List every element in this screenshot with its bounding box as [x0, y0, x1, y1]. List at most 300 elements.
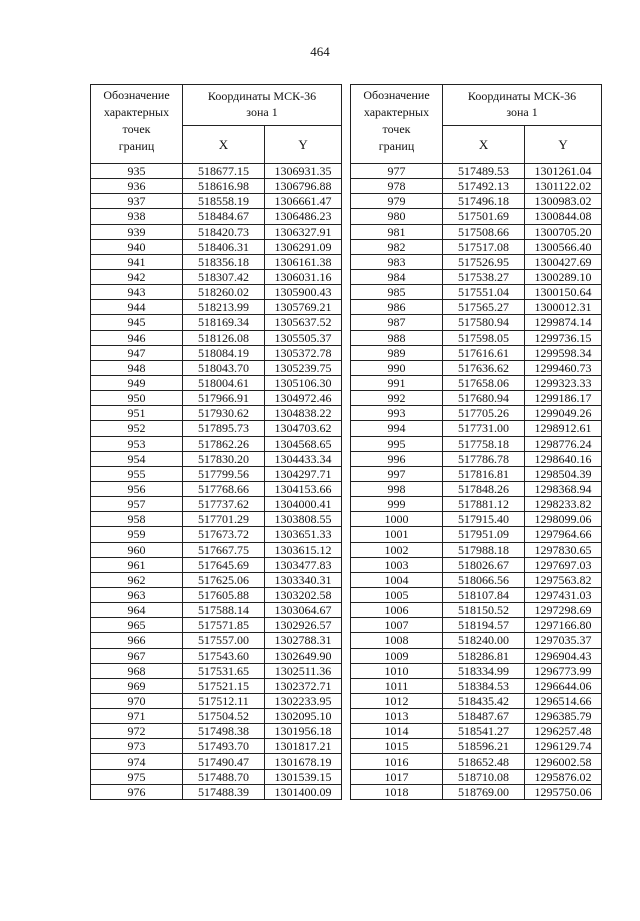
table-row — [351, 285, 602, 300]
y-coordinate-cell: 1306161.38 — [265, 254, 342, 269]
table-row — [91, 512, 342, 527]
table-row — [351, 784, 602, 799]
y-coordinate-cell: 1296773.99 — [525, 663, 602, 678]
y-coordinate-cell: 1304972.46 — [265, 391, 342, 406]
y-coordinate-cell: 1297298.69 — [525, 603, 602, 618]
table-row — [91, 527, 342, 542]
y-coordinate-cell: 1303202.58 — [265, 587, 342, 602]
coordinate-system-header: Координаты МСК-36 зона 1 — [443, 85, 602, 126]
point-number-cell: 982 — [351, 239, 443, 254]
table-row — [91, 330, 342, 345]
point-number-cell: 994 — [351, 421, 443, 436]
table-row — [91, 784, 342, 799]
x-coordinate-cell: 517504.52 — [183, 709, 265, 724]
point-number-cell: 942 — [91, 269, 183, 284]
point-number-cell: 986 — [351, 300, 443, 315]
x-coordinate-cell: 517490.47 — [183, 754, 265, 769]
table-row — [91, 709, 342, 724]
x-coordinate-cell: 518240.00 — [443, 633, 525, 648]
table-row — [351, 209, 602, 224]
x-coordinate-cell: 517830.20 — [183, 451, 265, 466]
y-coordinate-cell: 1302788.31 — [265, 633, 342, 648]
x-coordinate-cell: 518406.31 — [183, 239, 265, 254]
point-number-cell: 945 — [91, 315, 183, 330]
point-number-cell: 1015 — [351, 739, 443, 754]
x-coordinate-cell: 517625.06 — [183, 572, 265, 587]
table-row — [91, 269, 342, 284]
x-coordinate-cell: 517488.39 — [183, 784, 265, 799]
point-number-cell: 950 — [91, 391, 183, 406]
y-coordinate-cell: 1303064.67 — [265, 603, 342, 618]
y-coordinate-cell: 1295876.02 — [525, 769, 602, 784]
point-number-cell: 1003 — [351, 557, 443, 572]
x-coordinate-cell: 517488.70 — [183, 769, 265, 784]
y-coordinate-cell: 1299049.26 — [525, 406, 602, 421]
point-number-cell: 960 — [91, 542, 183, 557]
y-coordinate-cell: 1304568.65 — [265, 436, 342, 451]
x-coordinate-cell: 517580.94 — [443, 315, 525, 330]
y-coordinate-cell: 1305505.37 — [265, 330, 342, 345]
x-coordinate-cell: 517517.08 — [443, 239, 525, 254]
x-coordinate-cell: 517951.09 — [443, 527, 525, 542]
y-coordinate-cell: 1298099.06 — [525, 512, 602, 527]
table-row — [91, 587, 342, 602]
x-coordinate-cell: 518126.08 — [183, 330, 265, 345]
coordinates-table-left — [90, 84, 342, 800]
x-coordinate-cell: 517605.88 — [183, 587, 265, 602]
x-coordinate-cell: 517598.05 — [443, 330, 525, 345]
x-coordinate-cell: 518384.53 — [443, 678, 525, 693]
point-number-cell: 974 — [91, 754, 183, 769]
x-coordinate-cell: 517705.26 — [443, 406, 525, 421]
y-coordinate-cell: 1302372.71 — [265, 678, 342, 693]
y-coordinate-cell: 1305372.78 — [265, 345, 342, 360]
y-coordinate-cell: 1302511.36 — [265, 663, 342, 678]
table-row — [91, 436, 342, 451]
y-coordinate-cell: 1298912.61 — [525, 421, 602, 436]
y-coordinate-cell: 1305106.30 — [265, 375, 342, 390]
y-coordinate-cell: 1303477.83 — [265, 557, 342, 572]
x-coordinate-cell: 518769.00 — [443, 784, 525, 799]
y-coordinate-cell: 1298233.82 — [525, 497, 602, 512]
point-number-cell: 981 — [351, 224, 443, 239]
table-row — [91, 179, 342, 194]
table-row — [351, 618, 602, 633]
table-row — [351, 239, 602, 254]
x-column-header: X — [443, 126, 525, 164]
point-number-cell: 969 — [91, 678, 183, 693]
x-coordinate-cell: 518307.42 — [183, 269, 265, 284]
table-row — [91, 285, 342, 300]
point-number-cell: 961 — [91, 557, 183, 572]
table-row — [91, 375, 342, 390]
table-row — [351, 300, 602, 315]
point-number-cell: 980 — [351, 209, 443, 224]
x-coordinate-cell: 517786.78 — [443, 451, 525, 466]
point-number-cell: 996 — [351, 451, 443, 466]
x-coordinate-cell: 518194.57 — [443, 618, 525, 633]
point-number-cell: 975 — [91, 769, 183, 784]
x-coordinate-cell: 517645.69 — [183, 557, 265, 572]
table-row — [351, 512, 602, 527]
table-row — [351, 224, 602, 239]
point-number-cell: 990 — [351, 360, 443, 375]
table-row — [91, 724, 342, 739]
point-number-cell: 1012 — [351, 693, 443, 708]
y-coordinate-cell: 1303808.55 — [265, 512, 342, 527]
table-row — [91, 739, 342, 754]
point-number-cell: 976 — [91, 784, 183, 799]
point-number-cell: 1011 — [351, 678, 443, 693]
point-number-cell: 1016 — [351, 754, 443, 769]
point-number-cell: 967 — [91, 648, 183, 663]
point-number-cell: 955 — [91, 466, 183, 481]
point-number-cell: 956 — [91, 481, 183, 496]
x-coordinate-cell: 517557.00 — [183, 633, 265, 648]
point-number-cell: 946 — [91, 330, 183, 345]
table-row — [351, 391, 602, 406]
table-row — [351, 542, 602, 557]
point-number-cell: 985 — [351, 285, 443, 300]
y-column-header: Y — [265, 126, 342, 164]
y-coordinate-cell: 1299736.15 — [525, 330, 602, 345]
x-coordinate-cell: 518286.81 — [443, 648, 525, 663]
y-coordinate-cell: 1302926.57 — [265, 618, 342, 633]
x-coordinate-cell: 518213.99 — [183, 300, 265, 315]
y-coordinate-cell: 1306031.16 — [265, 269, 342, 284]
x-coordinate-cell: 517496.18 — [443, 194, 525, 209]
y-coordinate-cell: 1299460.73 — [525, 360, 602, 375]
point-number-cell: 947 — [91, 345, 183, 360]
point-number-cell: 943 — [91, 285, 183, 300]
point-number-cell: 948 — [91, 360, 183, 375]
table-row — [351, 557, 602, 572]
table-row — [91, 557, 342, 572]
table-row — [91, 406, 342, 421]
table-row — [351, 709, 602, 724]
y-coordinate-cell: 1304838.22 — [265, 406, 342, 421]
y-coordinate-cell: 1304703.62 — [265, 421, 342, 436]
x-coordinate-cell: 518334.99 — [443, 663, 525, 678]
x-coordinate-cell: 518260.02 — [183, 285, 265, 300]
point-number-cell: 1013 — [351, 709, 443, 724]
table-row — [351, 754, 602, 769]
point-number-cell: 998 — [351, 481, 443, 496]
table-row — [351, 269, 602, 284]
x-coordinate-cell: 517988.18 — [443, 542, 525, 557]
table-row — [351, 421, 602, 436]
y-coordinate-cell: 1303651.33 — [265, 527, 342, 542]
x-coordinate-cell: 518616.98 — [183, 179, 265, 194]
x-coordinate-cell: 517768.66 — [183, 481, 265, 496]
table-row — [351, 724, 602, 739]
y-coordinate-cell: 1295750.06 — [525, 784, 602, 799]
y-coordinate-cell: 1304000.41 — [265, 497, 342, 512]
x-coordinate-cell: 517816.81 — [443, 466, 525, 481]
y-coordinate-cell: 1298368.94 — [525, 481, 602, 496]
x-coordinate-cell: 517521.15 — [183, 678, 265, 693]
y-coordinate-cell: 1300844.08 — [525, 209, 602, 224]
table-row — [91, 209, 342, 224]
table-row — [91, 315, 342, 330]
point-number-cell: 953 — [91, 436, 183, 451]
x-coordinate-cell: 518066.56 — [443, 572, 525, 587]
table-row — [91, 254, 342, 269]
y-coordinate-cell: 1301956.18 — [265, 724, 342, 739]
table-row — [91, 194, 342, 209]
x-coordinate-cell: 517737.62 — [183, 497, 265, 512]
y-coordinate-cell: 1301400.09 — [265, 784, 342, 799]
x-coordinate-cell: 517966.91 — [183, 391, 265, 406]
x-coordinate-cell: 517508.66 — [443, 224, 525, 239]
x-coordinate-cell: 517731.00 — [443, 421, 525, 436]
point-number-cell: 983 — [351, 254, 443, 269]
x-coordinate-cell: 517538.27 — [443, 269, 525, 284]
y-coordinate-cell: 1306796.88 — [265, 179, 342, 194]
point-number-cell: 937 — [91, 194, 183, 209]
point-number-cell: 999 — [351, 497, 443, 512]
point-number-cell: 971 — [91, 709, 183, 724]
x-coordinate-cell: 517588.14 — [183, 603, 265, 618]
table-row — [351, 436, 602, 451]
table-row — [351, 315, 602, 330]
y-coordinate-cell: 1296904.43 — [525, 648, 602, 663]
y-coordinate-cell: 1300012.31 — [525, 300, 602, 315]
y-coordinate-cell: 1303615.12 — [265, 542, 342, 557]
y-coordinate-cell: 1305769.21 — [265, 300, 342, 315]
y-coordinate-cell: 1304297.71 — [265, 466, 342, 481]
table-row — [351, 648, 602, 663]
table-row — [91, 360, 342, 375]
table-row — [91, 769, 342, 784]
point-number-cell: 1008 — [351, 633, 443, 648]
y-coordinate-cell: 1300289.10 — [525, 269, 602, 284]
y-coordinate-cell: 1297563.82 — [525, 572, 602, 587]
x-coordinate-cell: 518004.61 — [183, 375, 265, 390]
x-coordinate-cell: 518487.67 — [443, 709, 525, 724]
y-coordinate-cell: 1301817.21 — [265, 739, 342, 754]
x-coordinate-cell: 517501.69 — [443, 209, 525, 224]
x-coordinate-cell: 517531.65 — [183, 663, 265, 678]
x-coordinate-cell: 518107.84 — [443, 587, 525, 602]
x-coordinate-cell: 517565.27 — [443, 300, 525, 315]
point-designation-header: Обозначение характерных точек границ — [91, 85, 183, 164]
point-number-cell: 995 — [351, 436, 443, 451]
y-coordinate-cell: 1299598.34 — [525, 345, 602, 360]
x-coordinate-cell: 517680.94 — [443, 391, 525, 406]
y-coordinate-cell: 1301122.02 — [525, 179, 602, 194]
y-coordinate-cell: 1304433.34 — [265, 451, 342, 466]
point-number-cell: 984 — [351, 269, 443, 284]
point-number-cell: 1007 — [351, 618, 443, 633]
point-number-cell: 977 — [351, 164, 443, 179]
y-coordinate-cell: 1296385.79 — [525, 709, 602, 724]
y-coordinate-cell: 1297035.37 — [525, 633, 602, 648]
table-row — [351, 164, 602, 179]
x-column-header: X — [183, 126, 265, 164]
point-number-cell: 962 — [91, 572, 183, 587]
point-number-cell: 949 — [91, 375, 183, 390]
x-coordinate-cell: 517915.40 — [443, 512, 525, 527]
point-number-cell: 954 — [91, 451, 183, 466]
point-number-cell: 941 — [91, 254, 183, 269]
table-row — [91, 481, 342, 496]
y-coordinate-cell: 1306931.35 — [265, 164, 342, 179]
x-coordinate-cell: 517616.61 — [443, 345, 525, 360]
point-number-cell: 1010 — [351, 663, 443, 678]
y-coordinate-cell: 1302233.95 — [265, 693, 342, 708]
point-number-cell: 951 — [91, 406, 183, 421]
y-column-header: Y — [525, 126, 602, 164]
point-number-cell: 987 — [351, 315, 443, 330]
table-row — [351, 769, 602, 784]
y-coordinate-cell: 1297697.03 — [525, 557, 602, 572]
table-row — [91, 239, 342, 254]
table-row — [351, 481, 602, 496]
y-coordinate-cell: 1296514.66 — [525, 693, 602, 708]
table-row — [351, 739, 602, 754]
table-row — [91, 603, 342, 618]
y-coordinate-cell: 1303340.31 — [265, 572, 342, 587]
table-row — [351, 345, 602, 360]
x-coordinate-cell: 518435.42 — [443, 693, 525, 708]
point-number-cell: 1004 — [351, 572, 443, 587]
y-coordinate-cell: 1298504.39 — [525, 466, 602, 481]
point-number-cell: 952 — [91, 421, 183, 436]
point-number-cell: 1000 — [351, 512, 443, 527]
x-coordinate-cell: 517862.26 — [183, 436, 265, 451]
y-coordinate-cell: 1304153.66 — [265, 481, 342, 496]
point-number-cell: 989 — [351, 345, 443, 360]
table-row — [91, 497, 342, 512]
x-coordinate-cell: 517498.38 — [183, 724, 265, 739]
table-row — [351, 194, 602, 209]
point-number-cell: 993 — [351, 406, 443, 421]
table-row — [91, 542, 342, 557]
point-number-cell: 978 — [351, 179, 443, 194]
point-number-cell: 972 — [91, 724, 183, 739]
x-coordinate-cell: 517543.60 — [183, 648, 265, 663]
point-number-cell: 968 — [91, 663, 183, 678]
point-number-cell: 957 — [91, 497, 183, 512]
y-coordinate-cell: 1302649.90 — [265, 648, 342, 663]
x-coordinate-cell: 517636.62 — [443, 360, 525, 375]
x-coordinate-cell: 517667.75 — [183, 542, 265, 557]
y-coordinate-cell: 1297830.65 — [525, 542, 602, 557]
table-row — [351, 497, 602, 512]
point-number-cell: 938 — [91, 209, 183, 224]
x-coordinate-cell: 518150.52 — [443, 603, 525, 618]
x-coordinate-cell: 517492.13 — [443, 179, 525, 194]
coordinates-body-right — [351, 164, 602, 800]
y-coordinate-cell: 1299186.17 — [525, 391, 602, 406]
x-coordinate-cell: 518652.48 — [443, 754, 525, 769]
point-number-cell: 936 — [91, 179, 183, 194]
y-coordinate-cell: 1297964.66 — [525, 527, 602, 542]
y-coordinate-cell: 1306291.09 — [265, 239, 342, 254]
point-designation-header: Обозначение характерных точек границ — [351, 85, 443, 164]
x-coordinate-cell: 517512.11 — [183, 693, 265, 708]
point-number-cell: 966 — [91, 633, 183, 648]
table-row — [351, 603, 602, 618]
point-number-cell: 1005 — [351, 587, 443, 602]
table-row — [91, 663, 342, 678]
y-coordinate-cell: 1302095.10 — [265, 709, 342, 724]
coordinates-table-right — [350, 84, 602, 800]
x-coordinate-cell: 517881.12 — [443, 497, 525, 512]
x-coordinate-cell: 518084.19 — [183, 345, 265, 360]
y-coordinate-cell: 1297166.80 — [525, 618, 602, 633]
table-row — [91, 451, 342, 466]
x-coordinate-cell: 518541.27 — [443, 724, 525, 739]
point-number-cell: 965 — [91, 618, 183, 633]
table-row — [91, 164, 342, 179]
point-number-cell: 997 — [351, 466, 443, 481]
point-number-cell: 1002 — [351, 542, 443, 557]
table-row — [91, 633, 342, 648]
point-number-cell: 970 — [91, 693, 183, 708]
x-coordinate-cell: 518558.19 — [183, 194, 265, 209]
y-coordinate-cell: 1296002.58 — [525, 754, 602, 769]
x-coordinate-cell: 518710.08 — [443, 769, 525, 784]
x-coordinate-cell: 517895.73 — [183, 421, 265, 436]
table-row — [351, 451, 602, 466]
table-row — [351, 678, 602, 693]
table-row — [91, 345, 342, 360]
y-coordinate-cell: 1301678.19 — [265, 754, 342, 769]
table-row — [351, 693, 602, 708]
y-coordinate-cell: 1300705.20 — [525, 224, 602, 239]
page-number: 464 — [310, 44, 330, 59]
table-row — [91, 693, 342, 708]
y-coordinate-cell: 1296129.74 — [525, 739, 602, 754]
y-coordinate-cell: 1306327.91 — [265, 224, 342, 239]
table-row — [351, 572, 602, 587]
x-coordinate-cell: 517489.53 — [443, 164, 525, 179]
table-row — [351, 587, 602, 602]
x-coordinate-cell: 518420.73 — [183, 224, 265, 239]
x-coordinate-cell: 518677.15 — [183, 164, 265, 179]
point-number-cell: 979 — [351, 194, 443, 209]
y-coordinate-cell: 1299323.33 — [525, 375, 602, 390]
point-number-cell: 1006 — [351, 603, 443, 618]
y-coordinate-cell: 1299874.14 — [525, 315, 602, 330]
table-row — [351, 330, 602, 345]
point-number-cell: 944 — [91, 300, 183, 315]
x-coordinate-cell: 517526.95 — [443, 254, 525, 269]
table-row — [351, 360, 602, 375]
table-row — [351, 179, 602, 194]
y-coordinate-cell: 1300983.02 — [525, 194, 602, 209]
x-coordinate-cell: 517799.56 — [183, 466, 265, 481]
x-coordinate-cell: 517758.18 — [443, 436, 525, 451]
x-coordinate-cell: 517493.70 — [183, 739, 265, 754]
coordinates-body-left — [91, 164, 342, 800]
table-row — [351, 527, 602, 542]
y-coordinate-cell: 1305637.52 — [265, 315, 342, 330]
x-coordinate-cell: 517571.85 — [183, 618, 265, 633]
y-coordinate-cell: 1300150.64 — [525, 285, 602, 300]
y-coordinate-cell: 1305239.75 — [265, 360, 342, 375]
point-number-cell: 964 — [91, 603, 183, 618]
table-row — [351, 375, 602, 390]
x-coordinate-cell: 517701.29 — [183, 512, 265, 527]
point-number-cell: 1017 — [351, 769, 443, 784]
point-number-cell: 940 — [91, 239, 183, 254]
y-coordinate-cell: 1300566.40 — [525, 239, 602, 254]
table-row — [91, 648, 342, 663]
table-row — [91, 678, 342, 693]
